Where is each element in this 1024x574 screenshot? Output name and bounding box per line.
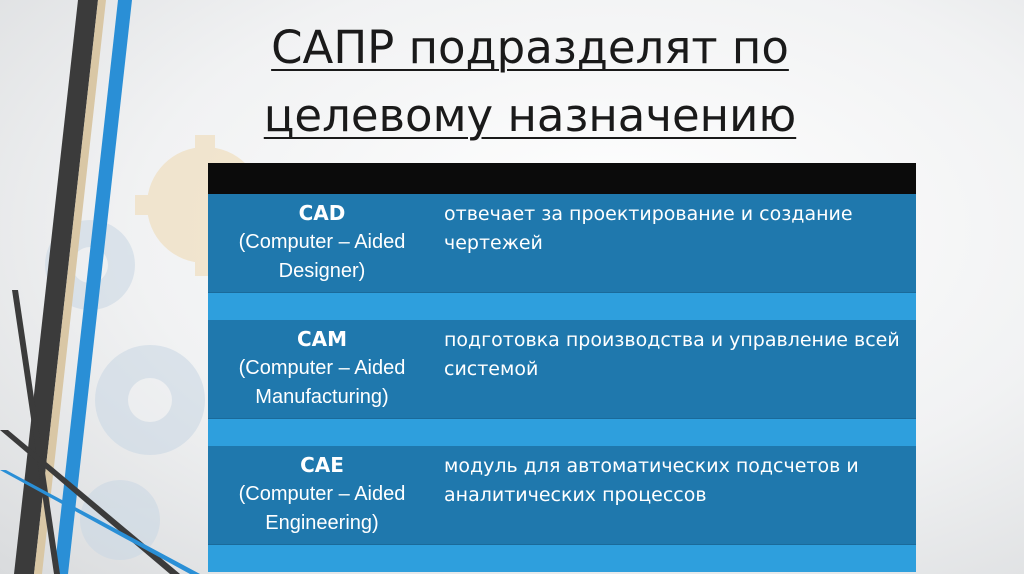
system-description: отвечает за проектирование и создание чертежей [444, 203, 853, 254]
system-fullname-line1: (Computer – Aided [238, 483, 406, 505]
system-abbreviation: CAE [300, 453, 344, 477]
system-description: модуль для автоматических подсчетов и аналитических процессов [444, 455, 859, 506]
table-header [208, 163, 916, 194]
system-abbreviation: CAM [296, 327, 348, 351]
table-spacer-row [208, 419, 916, 446]
system-description: подготовка производства и управление всей системой [444, 329, 900, 380]
system-fullname-line1: (Computer – Aided [238, 231, 406, 253]
system-fullname-line2: Designer) [278, 260, 366, 282]
system-cell [208, 194, 436, 292]
cad-classification-table [208, 163, 916, 572]
system-fullname-line2: Manufacturing) [255, 386, 389, 408]
system-cell [208, 446, 436, 544]
table-row-cad [208, 194, 916, 293]
system-fullname-line2: Engineering) [265, 512, 379, 534]
table-spacer-row [208, 293, 916, 320]
system-fullname-line1: (Computer – Aided [238, 357, 406, 379]
page-title: САПР подразделят по целевому назначению [263, 21, 797, 142]
table-row-cae [208, 446, 916, 545]
system-cell [208, 320, 436, 418]
table-row-cam [208, 320, 916, 419]
system-abbreviation: CAD [298, 201, 346, 225]
table-spacer-row [208, 545, 916, 572]
